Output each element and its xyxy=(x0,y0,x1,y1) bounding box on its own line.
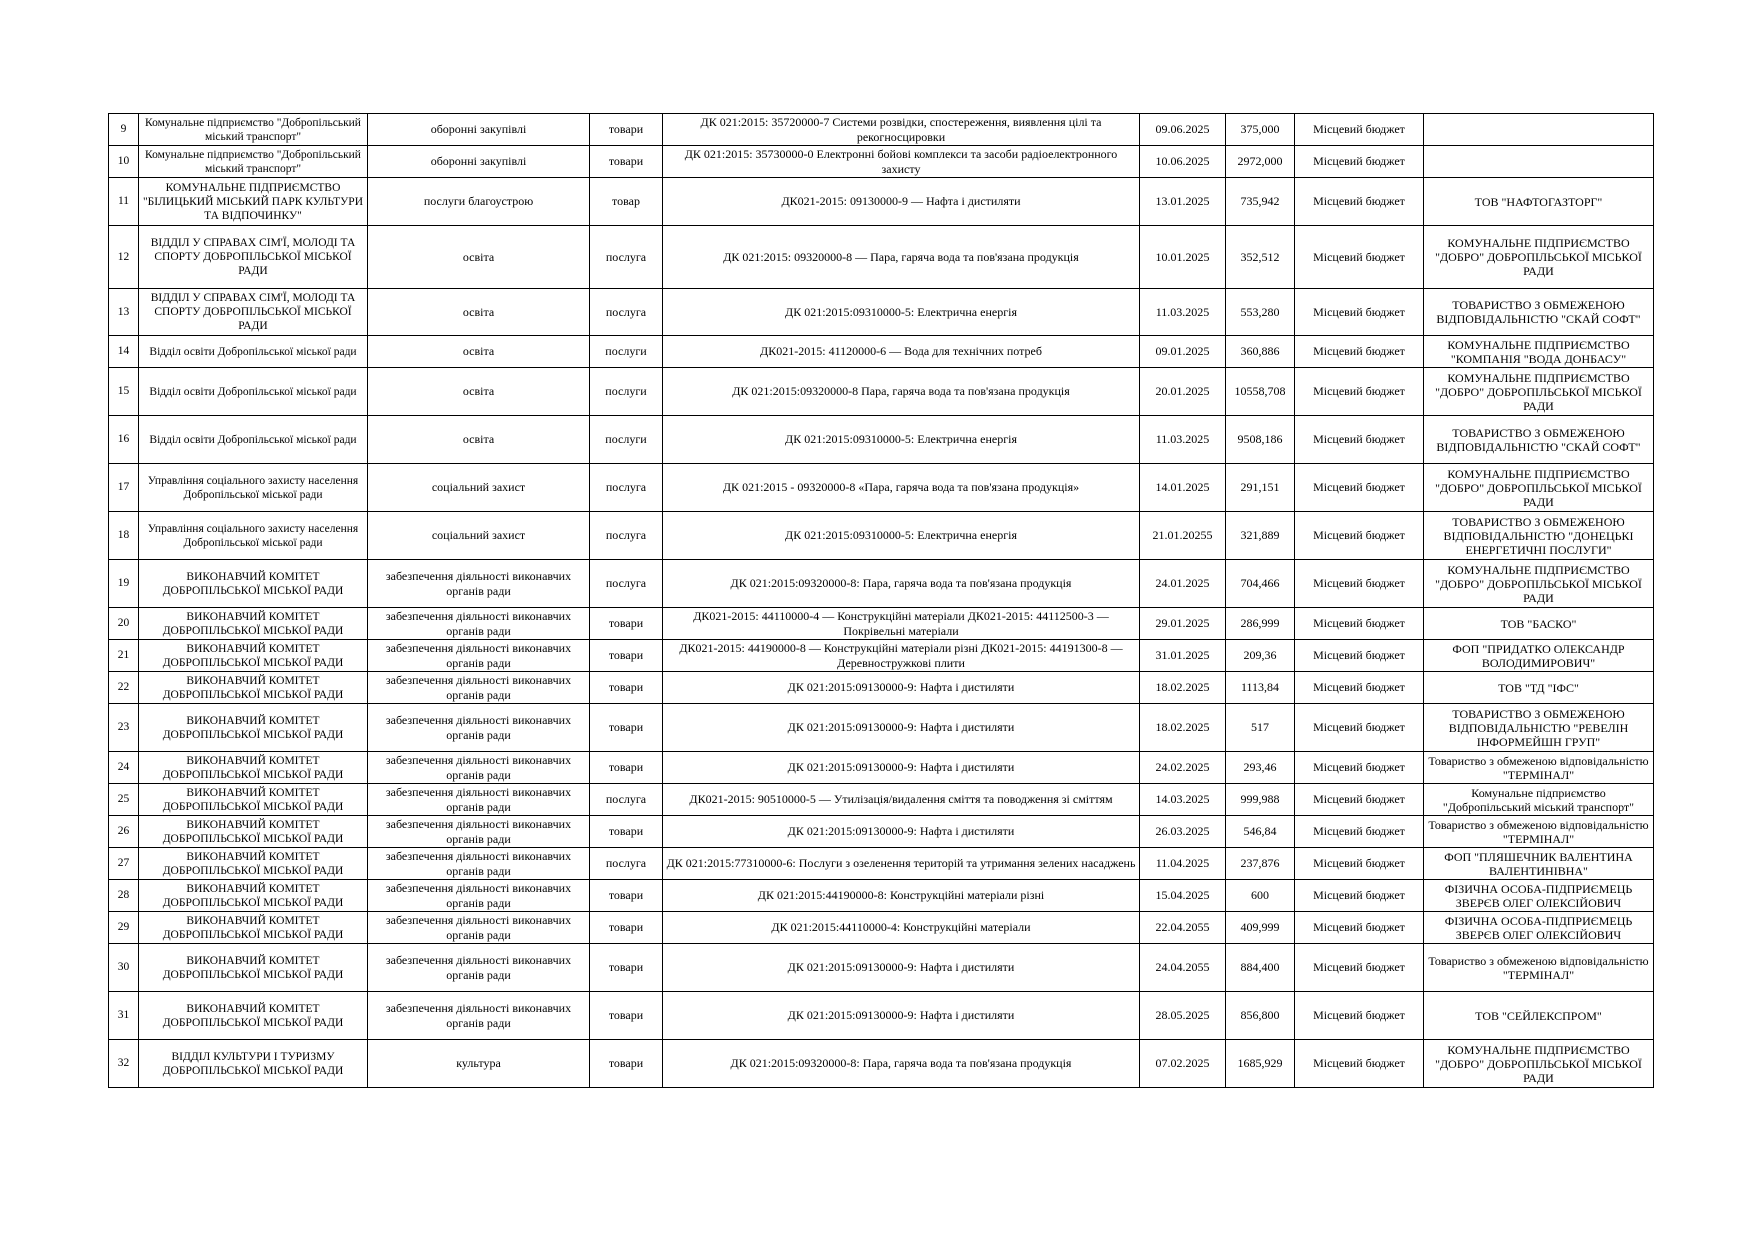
procurement-area-cell: забезпечення діяльності виконавчих органів ради xyxy=(368,784,590,816)
expected-cost-cell: 999,988 xyxy=(1226,784,1295,816)
procurement-subject-cell: ДК021-2015: 90510000-5 — Утилізація/видалення сміття та поводження зі сміттям xyxy=(663,784,1140,816)
procurement-area-cell: забезпечення діяльності виконавчих органів ради xyxy=(368,848,590,880)
procurement-type-cell: послуга xyxy=(590,226,663,289)
procurement-area-cell: забезпечення діяльності виконавчих органів ради xyxy=(368,752,590,784)
funding-source-cell: Місцевий бюджет xyxy=(1295,912,1424,944)
procurement-subject-cell: ДК 021:2015:09130000-9: Нафта і дистиляти xyxy=(663,944,1140,992)
funding-source-cell: Місцевий бюджет xyxy=(1295,752,1424,784)
procurement-area-cell: культура xyxy=(368,1040,590,1088)
organizer-cell: ВИКОНАВЧИЙ КОМІТЕТ ДОБРОПІЛЬСЬКОЇ МІСЬКОЇ РАДИ xyxy=(139,752,368,784)
supplier-name-cell: КОМУНАЛЬНЕ ПІДПРИЄМСТВО "ДОБРО" ДОБРОПІЛЬСЬКОЇ МІСЬКОЇ РАДИ xyxy=(1424,226,1654,289)
procurement-date-cell: 15.04.2025 xyxy=(1140,880,1226,912)
procurement-type-cell: товари xyxy=(590,816,663,848)
supplier-name-cell: КОМУНАЛЬНЕ ПІДПРИЄМСТВО "ДОБРО" ДОБРОПІЛЬСЬКОЇ МІСЬКОЇ РАДИ xyxy=(1424,368,1654,416)
procurement-area-cell: забезпечення діяльності виконавчих органів ради xyxy=(368,672,590,704)
row-number-cell: 25 xyxy=(109,784,139,816)
procurement-area-cell: освіта xyxy=(368,368,590,416)
procurement-date-cell: 24.04.2055 xyxy=(1140,944,1226,992)
expected-cost-cell: 9508,186 xyxy=(1226,416,1295,464)
procurement-type-cell: товари xyxy=(590,992,663,1040)
table-row xyxy=(109,114,1654,146)
expected-cost-cell: 856,800 xyxy=(1226,992,1295,1040)
procurement-date-cell: 13.01.2025 xyxy=(1140,178,1226,226)
procurement-area-cell: забезпечення діяльності виконавчих органів ради xyxy=(368,704,590,752)
organizer-cell: ВИКОНАВЧИЙ КОМІТЕТ ДОБРОПІЛЬСЬКОЇ МІСЬКОЇ РАДИ xyxy=(139,848,368,880)
organizer-cell: Управління соціального захисту населення Добропільської міської ради xyxy=(139,464,368,512)
supplier-name-cell: Товариство з обмеженою відповідальністю "ТЕРМІНАЛ" xyxy=(1424,816,1654,848)
row-number-cell: 24 xyxy=(109,752,139,784)
row-number-cell: 11 xyxy=(109,178,139,226)
row-number-cell: 31 xyxy=(109,992,139,1040)
supplier-name-cell: КОМУНАЛЬНЕ ПІДПРИЄМСТВО "ДОБРО" ДОБРОПІЛЬСЬКОЇ МІСЬКОЇ РАДИ xyxy=(1424,1040,1654,1088)
procurement-type-cell: товари xyxy=(590,114,663,146)
table-row xyxy=(109,784,1654,816)
table-row xyxy=(109,512,1654,560)
organizer-cell: Комунальне підприємство "Добропільський міський транспорт" xyxy=(139,146,368,178)
funding-source-cell: Місцевий бюджет xyxy=(1295,114,1424,146)
procurement-subject-cell: ДК 021:2015:09310000-5: Електрична енергія xyxy=(663,289,1140,336)
procurement-type-cell: послуги xyxy=(590,416,663,464)
organizer-cell: Управління соціального захисту населення Добропільської міської ради xyxy=(139,512,368,560)
expected-cost-cell: 10558,708 xyxy=(1226,368,1295,416)
procurement-type-cell: товари xyxy=(590,608,663,640)
procurement-date-cell: 18.02.2025 xyxy=(1140,704,1226,752)
organizer-cell: КОМУНАЛЬНЕ ПІДПРИЄМСТВО "БІЛИЦЬКИЙ МІСЬКИЙ ПАРК КУЛЬТУРИ ТА ВІДПОЧИНКУ" xyxy=(139,178,368,226)
procurement-date-cell: 26.03.2025 xyxy=(1140,816,1226,848)
procurement-subject-cell: ДК021-2015: 09130000-9 — Нафта і дистиляти xyxy=(663,178,1140,226)
supplier-name-cell xyxy=(1424,114,1654,146)
procurement-subject-cell: ДК 021:2015:09130000-9: Нафта і дистиляти xyxy=(663,752,1140,784)
procurement-area-cell: забезпечення діяльності виконавчих органів ради xyxy=(368,560,590,608)
table-row xyxy=(109,816,1654,848)
organizer-cell: ВИКОНАВЧИЙ КОМІТЕТ ДОБРОПІЛЬСЬКОЇ МІСЬКОЇ РАДИ xyxy=(139,672,368,704)
table-row xyxy=(109,608,1654,640)
supplier-name-cell: Товариство з обмеженою відповідальністю "ТЕРМІНАЛ" xyxy=(1424,944,1654,992)
procurement-subject-cell: ДК 021:2015:09310000-5: Електрична енергія xyxy=(663,512,1140,560)
funding-source-cell: Місцевий бюджет xyxy=(1295,704,1424,752)
procurement-area-cell: освіта xyxy=(368,336,590,368)
expected-cost-cell: 884,400 xyxy=(1226,944,1295,992)
funding-source-cell: Місцевий бюджет xyxy=(1295,178,1424,226)
row-number-cell: 13 xyxy=(109,289,139,336)
funding-source-cell: Місцевий бюджет xyxy=(1295,672,1424,704)
procurement-type-cell: послуга xyxy=(590,512,663,560)
procurement-subject-cell: ДК 021:2015:44190000-8: Конструкційні матеріали різні xyxy=(663,880,1140,912)
procurement-type-cell: товари xyxy=(590,704,663,752)
supplier-name-cell: ФІЗИЧНА ОСОБА-ПІДПРИЄМЕЦЬ ЗВЕРЄВ ОЛЕГ ОЛЕКСІЙОВИЧ xyxy=(1424,880,1654,912)
procurement-area-cell: забезпечення діяльності виконавчих органів ради xyxy=(368,944,590,992)
row-number-cell: 29 xyxy=(109,912,139,944)
expected-cost-cell: 735,942 xyxy=(1226,178,1295,226)
organizer-cell: ВИКОНАВЧИЙ КОМІТЕТ ДОБРОПІЛЬСЬКОЇ МІСЬКОЇ РАДИ xyxy=(139,704,368,752)
table-row xyxy=(109,560,1654,608)
supplier-name-cell: КОМУНАЛЬНЕ ПІДПРИЄМСТВО "ДОБРО" ДОБРОПІЛЬСЬКОЇ МІСЬКОЇ РАДИ xyxy=(1424,464,1654,512)
procurement-date-cell: 09.06.2025 xyxy=(1140,114,1226,146)
supplier-name-cell: ТОВ "ТД "ІФС" xyxy=(1424,672,1654,704)
row-number-cell: 22 xyxy=(109,672,139,704)
row-number-cell: 14 xyxy=(109,336,139,368)
funding-source-cell: Місцевий бюджет xyxy=(1295,336,1424,368)
procurement-area-cell: освіта xyxy=(368,226,590,289)
procurement-subject-cell: ДК 021:2015:09130000-9: Нафта і дистиляти xyxy=(663,992,1140,1040)
expected-cost-cell: 375,000 xyxy=(1226,114,1295,146)
procurement-subject-cell: ДК 021:2015:09320000-8: Пара, гаряча вода та пов'язана продукція xyxy=(663,1040,1140,1088)
procurement-area-cell: освіта xyxy=(368,289,590,336)
funding-source-cell: Місцевий бюджет xyxy=(1295,368,1424,416)
table-row xyxy=(109,1040,1654,1088)
row-number-cell: 27 xyxy=(109,848,139,880)
procurement-date-cell: 28.05.2025 xyxy=(1140,992,1226,1040)
supplier-name-cell: Товариство з обмеженою відповідальністю "ТЕРМІНАЛ" xyxy=(1424,752,1654,784)
table-row xyxy=(109,848,1654,880)
supplier-name-cell: ТОВ "СЕЙЛЕКСПРОМ" xyxy=(1424,992,1654,1040)
procurement-subject-cell: ДК 021:2015:09310000-5: Електрична енергія xyxy=(663,416,1140,464)
procurement-date-cell: 22.04.2055 xyxy=(1140,912,1226,944)
procurement-date-cell: 10.06.2025 xyxy=(1140,146,1226,178)
procurement-date-cell: 29.01.2025 xyxy=(1140,608,1226,640)
procurement-subject-cell: ДК 021:2015:09320000-8: Пара, гаряча вода та пов'язана продукція xyxy=(663,560,1140,608)
row-number-cell: 28 xyxy=(109,880,139,912)
procurement-area-cell: оборонні закупівлі xyxy=(368,146,590,178)
organizer-cell: ВІДДІЛ КУЛЬТУРИ І ТУРИЗМУ ДОБРОПІЛЬСЬКОЇ МІСЬКОЇ РАДИ xyxy=(139,1040,368,1088)
procurement-type-cell: товари xyxy=(590,672,663,704)
procurement-date-cell: 11.03.2025 xyxy=(1140,289,1226,336)
table-row xyxy=(109,672,1654,704)
row-number-cell: 16 xyxy=(109,416,139,464)
procurement-type-cell: товари xyxy=(590,752,663,784)
procurement-type-cell: товар xyxy=(590,178,663,226)
expected-cost-cell: 517 xyxy=(1226,704,1295,752)
table-row xyxy=(109,704,1654,752)
row-number-cell: 20 xyxy=(109,608,139,640)
table-row xyxy=(109,752,1654,784)
funding-source-cell: Місцевий бюджет xyxy=(1295,560,1424,608)
procurement-subject-cell: ДК 021:2015:44110000-4: Конструкційні матеріали xyxy=(663,912,1140,944)
funding-source-cell: Місцевий бюджет xyxy=(1295,608,1424,640)
organizer-cell: ВИКОНАВЧИЙ КОМІТЕТ ДОБРОПІЛЬСЬКОЇ МІСЬКОЇ РАДИ xyxy=(139,880,368,912)
expected-cost-cell: 237,876 xyxy=(1226,848,1295,880)
procurement-area-cell: забезпечення діяльності виконавчих органів ради xyxy=(368,992,590,1040)
procurement-area-cell: послуги благоустрою xyxy=(368,178,590,226)
row-number-cell: 12 xyxy=(109,226,139,289)
expected-cost-cell: 293,46 xyxy=(1226,752,1295,784)
procurement-type-cell: товари xyxy=(590,880,663,912)
supplier-name-cell: ФОП "ПЛЯШЕЧНИК ВАЛЕНТИНА ВАЛЕНТИНІВНА" xyxy=(1424,848,1654,880)
expected-cost-cell: 352,512 xyxy=(1226,226,1295,289)
supplier-name-cell: ФОП "ПРИДАТКО ОЛЕКСАНДР ВОЛОДИМИРОВИЧ" xyxy=(1424,640,1654,672)
row-number-cell: 23 xyxy=(109,704,139,752)
procurement-subject-cell: ДК 021:2015 - 09320000-8 «Пара, гаряча вода та пов'язана продукція» xyxy=(663,464,1140,512)
organizer-cell: Відділ освіти Добропільської міської ради xyxy=(139,336,368,368)
procurement-subject-cell: ДК021-2015: 41120000-6 — Вода для технічних потреб xyxy=(663,336,1140,368)
procurement-area-cell: забезпечення діяльності виконавчих органів ради xyxy=(368,912,590,944)
procurement-date-cell: 20.01.2025 xyxy=(1140,368,1226,416)
procurement-area-cell: забезпечення діяльності виконавчих органів ради xyxy=(368,880,590,912)
procurement-area-cell: соціальний захист xyxy=(368,464,590,512)
procurement-area-cell: оборонні закупівлі xyxy=(368,114,590,146)
table-row xyxy=(109,178,1654,226)
table-row xyxy=(109,289,1654,336)
table-row xyxy=(109,464,1654,512)
organizer-cell: ВИКОНАВЧИЙ КОМІТЕТ ДОБРОПІЛЬСЬКОЇ МІСЬКОЇ РАДИ xyxy=(139,912,368,944)
supplier-name-cell: ТОВАРИСТВО З ОБМЕЖЕНОЮ ВІДПОВІДАЛЬНІСТЮ "РЕВЕЛІН ІНФОРМЕЙШН ГРУП" xyxy=(1424,704,1654,752)
procurement-type-cell: товари xyxy=(590,146,663,178)
procurement-type-cell: послуги xyxy=(590,336,663,368)
row-number-cell: 15 xyxy=(109,368,139,416)
expected-cost-cell: 600 xyxy=(1226,880,1295,912)
row-number-cell: 9 xyxy=(109,114,139,146)
procurement-type-cell: товари xyxy=(590,912,663,944)
procurement-date-cell: 24.01.2025 xyxy=(1140,560,1226,608)
organizer-cell: ВІДДІЛ У СПРАВАХ СІМ'Ї, МОЛОДІ ТА СПОРТУ ДОБРОПІЛЬСЬКОЇ МІСЬКОЇ РАДИ xyxy=(139,289,368,336)
row-number-cell: 17 xyxy=(109,464,139,512)
procurement-subject-cell: ДК021-2015: 44190000-8 — Конструкційні матеріали різні ДК021-2015: 44191300-8 — Деревностружкові плити xyxy=(663,640,1140,672)
procurement-type-cell: товари xyxy=(590,944,663,992)
procurement-type-cell: послуга xyxy=(590,289,663,336)
funding-source-cell: Місцевий бюджет xyxy=(1295,880,1424,912)
row-number-cell: 26 xyxy=(109,816,139,848)
expected-cost-cell: 1113,84 xyxy=(1226,672,1295,704)
procurement-subject-cell: ДК 021:2015: 09320000-8 — Пара, гаряча вода та пов'язана продукція xyxy=(663,226,1140,289)
expected-cost-cell: 360,886 xyxy=(1226,336,1295,368)
procurement-area-cell: забезпечення діяльності виконавчих органів ради xyxy=(368,608,590,640)
procurement-table xyxy=(108,113,1654,1088)
procurement-date-cell: 31.01.2025 xyxy=(1140,640,1226,672)
procurement-type-cell: послуга xyxy=(590,464,663,512)
procurement-date-cell: 14.03.2025 xyxy=(1140,784,1226,816)
expected-cost-cell: 321,889 xyxy=(1226,512,1295,560)
organizer-cell: ВИКОНАВЧИЙ КОМІТЕТ ДОБРОПІЛЬСЬКОЇ МІСЬКОЇ РАДИ xyxy=(139,640,368,672)
procurement-area-cell: забезпечення діяльності виконавчих органів ради xyxy=(368,640,590,672)
procurement-date-cell: 11.04.2025 xyxy=(1140,848,1226,880)
organizer-cell: ВИКОНАВЧИЙ КОМІТЕТ ДОБРОПІЛЬСЬКОЇ МІСЬКОЇ РАДИ xyxy=(139,784,368,816)
organizer-cell: ВИКОНАВЧИЙ КОМІТЕТ ДОБРОПІЛЬСЬКОЇ МІСЬКОЇ РАДИ xyxy=(139,608,368,640)
supplier-name-cell: КОМУНАЛЬНЕ ПІДПРИЄМСТВО "ДОБРО" ДОБРОПІЛЬСЬКОЇ МІСЬКОЇ РАДИ xyxy=(1424,560,1654,608)
procurement-type-cell: послуга xyxy=(590,848,663,880)
funding-source-cell: Місцевий бюджет xyxy=(1295,416,1424,464)
funding-source-cell: Місцевий бюджет xyxy=(1295,289,1424,336)
table-row xyxy=(109,912,1654,944)
table-row xyxy=(109,416,1654,464)
expected-cost-cell: 286,999 xyxy=(1226,608,1295,640)
procurement-date-cell: 24.02.2025 xyxy=(1140,752,1226,784)
supplier-name-cell: ФІЗИЧНА ОСОБА-ПІДПРИЄМЕЦЬ ЗВЕРЄВ ОЛЕГ ОЛЕКСІЙОВИЧ xyxy=(1424,912,1654,944)
row-number-cell: 10 xyxy=(109,146,139,178)
procurement-subject-cell: ДК 021:2015: 35720000-7 Системи розвідки, спостереження, виявлення цілі та рекогносцировки xyxy=(663,114,1140,146)
organizer-cell: ВИКОНАВЧИЙ КОМІТЕТ ДОБРОПІЛЬСЬКОЇ МІСЬКОЇ РАДИ xyxy=(139,560,368,608)
procurement-date-cell: 07.02.2025 xyxy=(1140,1040,1226,1088)
organizer-cell: Комунальне підприємство "Добропільський міський транспорт" xyxy=(139,114,368,146)
procurement-subject-cell: ДК 021:2015:09130000-9: Нафта і дистиляти xyxy=(663,672,1140,704)
table-row xyxy=(109,944,1654,992)
organizer-cell: ВИКОНАВЧИЙ КОМІТЕТ ДОБРОПІЛЬСЬКОЇ МІСЬКОЇ РАДИ xyxy=(139,944,368,992)
supplier-name-cell: ТОВАРИСТВО З ОБМЕЖЕНОЮ ВІДПОВІДАЛЬНІСТЮ "ДОНЕЦЬКІ ЕНЕРГЕТИЧНІ ПОСЛУГИ" xyxy=(1424,512,1654,560)
procurement-subject-cell: ДК 021:2015:09320000-8 Пара, гаряча вода та пов'язана продукція xyxy=(663,368,1140,416)
table-row xyxy=(109,640,1654,672)
funding-source-cell: Місцевий бюджет xyxy=(1295,464,1424,512)
funding-source-cell: Місцевий бюджет xyxy=(1295,816,1424,848)
table-row xyxy=(109,146,1654,178)
expected-cost-cell: 704,466 xyxy=(1226,560,1295,608)
organizer-cell: ВІДДІЛ У СПРАВАХ СІМ'Ї, МОЛОДІ ТА СПОРТУ ДОБРОПІЛЬСЬКОЇ МІСЬКОЇ РАДИ xyxy=(139,226,368,289)
funding-source-cell: Місцевий бюджет xyxy=(1295,944,1424,992)
procurement-date-cell: 14.01.2025 xyxy=(1140,464,1226,512)
row-number-cell: 18 xyxy=(109,512,139,560)
procurement-subject-cell: ДК021-2015: 44110000-4 — Конструкційні матеріали ДК021-2015: 44112500-3 — Покрівельні матеріали xyxy=(663,608,1140,640)
procurement-type-cell: товари xyxy=(590,1040,663,1088)
funding-source-cell: Місцевий бюджет xyxy=(1295,848,1424,880)
expected-cost-cell: 409,999 xyxy=(1226,912,1295,944)
expected-cost-cell: 209,36 xyxy=(1226,640,1295,672)
procurement-subject-cell: ДК 021:2015:09130000-9: Нафта і дистиляти xyxy=(663,816,1140,848)
expected-cost-cell: 553,280 xyxy=(1226,289,1295,336)
funding-source-cell: Місцевий бюджет xyxy=(1295,992,1424,1040)
procurement-type-cell: послуга xyxy=(590,560,663,608)
supplier-name-cell: ТОВАРИСТВО З ОБМЕЖЕНОЮ ВІДПОВІДАЛЬНІСТЮ "СКАЙ СОФТ" xyxy=(1424,416,1654,464)
table-row xyxy=(109,336,1654,368)
row-number-cell: 32 xyxy=(109,1040,139,1088)
supplier-name-cell: ТОВАРИСТВО З ОБМЕЖЕНОЮ ВІДПОВІДАЛЬНІСТЮ "СКАЙ СОФТ" xyxy=(1424,289,1654,336)
procurement-type-cell: послуга xyxy=(590,784,663,816)
procurement-area-cell: забезпечення діяльності виконавчих органів ради xyxy=(368,816,590,848)
procurement-type-cell: послуги xyxy=(590,368,663,416)
procurement-date-cell: 18.02.2025 xyxy=(1140,672,1226,704)
row-number-cell: 21 xyxy=(109,640,139,672)
supplier-name-cell: КОМУНАЛЬНЕ ПІДПРИЄМСТВО "КОМПАНІЯ "ВОДА ДОНБАСУ" xyxy=(1424,336,1654,368)
procurement-type-cell: товари xyxy=(590,640,663,672)
organizer-cell: Відділ освіти Добропільської міської ради xyxy=(139,368,368,416)
procurement-area-cell: соціальний захист xyxy=(368,512,590,560)
funding-source-cell: Місцевий бюджет xyxy=(1295,146,1424,178)
table-row xyxy=(109,880,1654,912)
organizer-cell: ВИКОНАВЧИЙ КОМІТЕТ ДОБРОПІЛЬСЬКОЇ МІСЬКОЇ РАДИ xyxy=(139,816,368,848)
procurement-date-cell: 10.01.2025 xyxy=(1140,226,1226,289)
procurement-area-cell: освіта xyxy=(368,416,590,464)
table-row xyxy=(109,992,1654,1040)
funding-source-cell: Місцевий бюджет xyxy=(1295,1040,1424,1088)
row-number-cell: 30 xyxy=(109,944,139,992)
expected-cost-cell: 546,84 xyxy=(1226,816,1295,848)
organizer-cell: Відділ освіти Добропільської міської ради xyxy=(139,416,368,464)
expected-cost-cell: 1685,929 xyxy=(1226,1040,1295,1088)
expected-cost-cell: 291,151 xyxy=(1226,464,1295,512)
expected-cost-cell: 2972,000 xyxy=(1226,146,1295,178)
procurement-date-cell: 09.01.2025 xyxy=(1140,336,1226,368)
funding-source-cell: Місцевий бюджет xyxy=(1295,512,1424,560)
funding-source-cell: Місцевий бюджет xyxy=(1295,640,1424,672)
procurement-subject-cell: ДК 021:2015:09130000-9: Нафта і дистиляти xyxy=(663,704,1140,752)
supplier-name-cell: Комунальне підприємство "Добропільський міський транспорт" xyxy=(1424,784,1654,816)
funding-source-cell: Місцевий бюджет xyxy=(1295,784,1424,816)
organizer-cell: ВИКОНАВЧИЙ КОМІТЕТ ДОБРОПІЛЬСЬКОЇ МІСЬКОЇ РАДИ xyxy=(139,992,368,1040)
procurement-date-cell: 21.01.20255 xyxy=(1140,512,1226,560)
funding-source-cell: Місцевий бюджет xyxy=(1295,226,1424,289)
supplier-name-cell xyxy=(1424,146,1654,178)
table-row xyxy=(109,226,1654,289)
procurement-date-cell: 11.03.2025 xyxy=(1140,416,1226,464)
supplier-name-cell: ТОВ "НАФТОГАЗТОРГ" xyxy=(1424,178,1654,226)
supplier-name-cell: ТОВ "БАСКО" xyxy=(1424,608,1654,640)
procurement-subject-cell: ДК 021:2015:77310000-6: Послуги з озеленення територій та утримання зелених насаджень xyxy=(663,848,1140,880)
procurement-subject-cell: ДК 021:2015: 35730000-0 Електронні бойові комплекси та засоби радіоелектронного захисту xyxy=(663,146,1140,178)
table-row xyxy=(109,368,1654,416)
row-number-cell: 19 xyxy=(109,560,139,608)
